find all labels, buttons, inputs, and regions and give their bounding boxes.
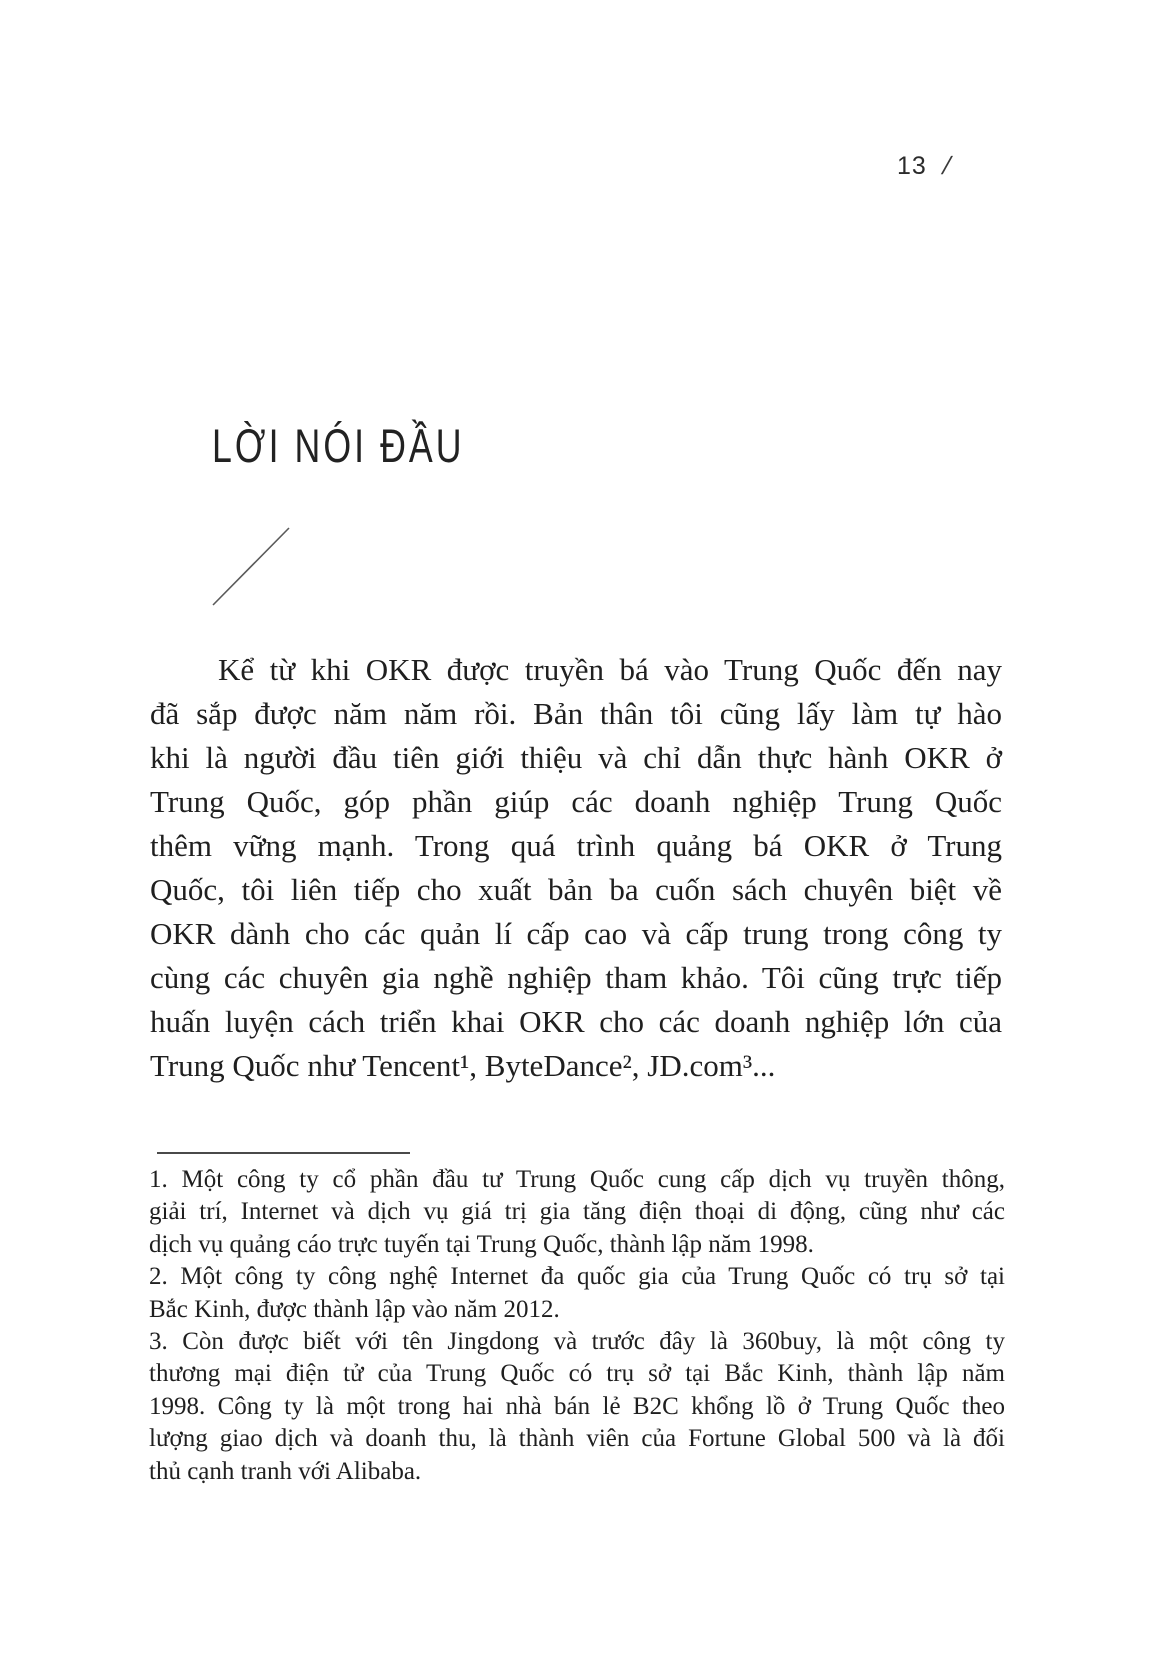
footnote-line: lượng giao dịch và doanh thu, là thành viên của Fortune Global 500 và là đối [149, 1425, 1005, 1453]
body-line: Trung Quốc, góp phần giúp các doanh nghiệp Trung Quốc [150, 784, 1002, 819]
body-line: Trung Quốc như Tencent¹, ByteDance², JD.com³... [150, 1048, 776, 1083]
footnote-line: thủ cạnh tranh với Alibaba. [149, 1457, 422, 1485]
footnote-line: 2. Một công ty công nghệ Internet đa quốc gia của Trung Quốc có trụ sở tại [149, 1263, 1005, 1291]
body-line: thêm vững mạnh. Trong quá trình quảng bá OKR ở Trung [150, 828, 1002, 863]
body-line: Quốc, tôi liên tiếp cho xuất bản ba cuốn sách chuyên biệt về [150, 872, 1002, 907]
body-line: huấn luyện cách triển khai OKR cho các doanh nghiệp lớn của [150, 1004, 1002, 1039]
body-line: cùng các chuyên gia nghề nghiệp tham khảo. Tôi cũng trực tiếp [150, 960, 1002, 995]
footnote-line: 1998. Công ty là một trong hai nhà bán lẻ B2C khổng lồ ở Trung Quốc theo [149, 1392, 1005, 1420]
footnote-line: Bắc Kinh, được thành lập vào năm 2012. [149, 1295, 560, 1323]
footnote-line: 3. Còn được biết với tên Jingdong và trước đây là 360buy, là một công ty [149, 1327, 1005, 1355]
body-line: Kể từ khi OKR được truyền bá vào Trung Quốc đến nay [218, 652, 1002, 687]
footnote-line: giải trí, Internet và dịch vụ giá trị gia tăng điện thoại di động, cũng như các [149, 1198, 1005, 1226]
footnote-separator [157, 1152, 410, 1154]
body-line: khi là người đầu tiên giới thiệu và chỉ dẫn thực hành OKR ở [150, 740, 1002, 775]
body-paragraph [150, 648, 1002, 1088]
body-line: OKR dành cho các quản lí cấp cao và cấp trung trong công ty [150, 916, 1002, 951]
chapter-title: LỜI NÓI ĐẦU [212, 419, 465, 472]
page-number [897, 152, 955, 181]
footnote-line: 1. Một công ty cổ phần đầu tư Trung Quốc cung cấp dịch vụ truyền thông, [149, 1166, 1005, 1193]
footnotes [149, 1164, 1005, 1488]
body-line: đã sắp được năm năm rồi. Bản thân tôi cũng lấy làm tự hào [150, 696, 1002, 731]
page-number-slash-icon: / [938, 152, 955, 180]
page-number-value: 13 [897, 152, 927, 180]
footnote-line: thương mại điện tử của Trung Quốc có trụ sở tại Bắc Kinh, thành lập năm [149, 1360, 1005, 1388]
heading-slash-decoration-icon [205, 524, 295, 609]
footnote-line: dịch vụ quảng cáo trực tuyến tại Trung Quốc, thành lập năm 1998. [149, 1230, 814, 1258]
